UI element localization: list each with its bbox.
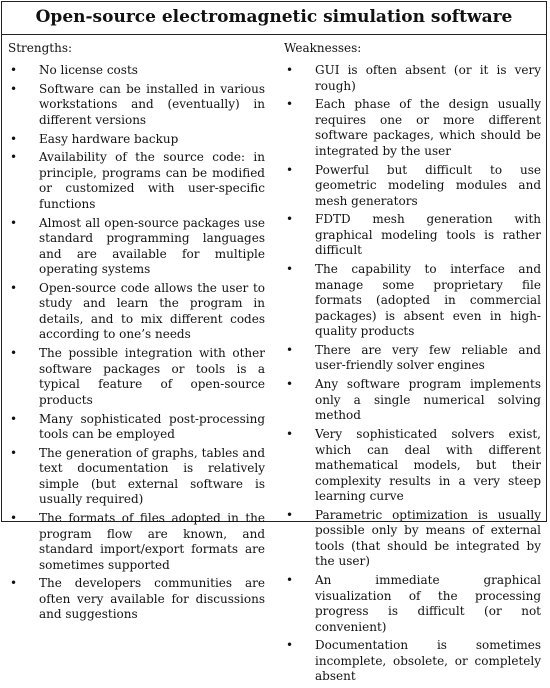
weaknesses-column	[284, 40, 541, 688]
strength-text: The generation of graphs, tables and text documentation is relatively simple (but external software is usually required)	[39, 445, 265, 507]
list-item	[284, 638, 541, 685]
list-item	[284, 427, 541, 505]
bullet-icon: •	[286, 342, 294, 357]
list-item	[284, 508, 541, 570]
strength-text: Almost all open-source packages use standard programming languages and are available for multiple operating systems	[39, 215, 265, 277]
bullet-icon: •	[286, 262, 294, 277]
weakness-text: There are very few reliable and user-friendly solver engines	[315, 342, 541, 373]
weakness-text: Parametric optimization is usually possible only by means of external tools (that should be integrated by the user)	[315, 507, 541, 569]
bullet-icon: •	[10, 511, 18, 526]
weakness-text: Each phase of the design usually requires one or more different software packages, which should be integrated by the user	[315, 97, 541, 158]
list-item	[8, 576, 265, 623]
bullet-icon: •	[10, 576, 18, 591]
weakness-text: Documentation is sometimes incomplete, obsolete, or completely absent	[315, 638, 541, 684]
list-item	[284, 212, 541, 259]
bullet-icon: •	[286, 427, 294, 442]
bullet-icon: •	[286, 97, 294, 112]
bullet-icon: •	[10, 131, 18, 146]
strengths-column	[8, 40, 265, 626]
weaknesses-list	[284, 63, 541, 685]
list-item	[284, 163, 541, 210]
bullet-icon: •	[286, 63, 294, 77]
weakness-text: Powerful but difficult to use geometric modeling modules and mesh generators	[315, 162, 541, 208]
list-item	[8, 281, 265, 343]
strength-text: Software can be installed in various workstations and (eventually) in different versions	[39, 81, 265, 127]
weakness-text: The capability to interface and manage some proprietary file formats (adopted in commercial packages) is absent even in high-quality products	[315, 262, 541, 339]
strengths-heading: Strengths:	[8, 41, 73, 55]
bullet-icon: •	[10, 280, 18, 295]
bullet-icon: •	[10, 411, 18, 426]
list-item	[284, 343, 541, 374]
strength-text: Easy hardware backup	[39, 131, 179, 146]
list-item	[8, 446, 265, 508]
comparison-table	[1, 1, 547, 684]
weaknesses-heading: Weaknesses:	[284, 41, 362, 55]
list-item	[8, 412, 265, 443]
list-item	[8, 346, 265, 408]
bullet-icon: •	[10, 445, 18, 460]
bullet-icon: •	[286, 638, 294, 653]
list-item	[8, 216, 265, 278]
weakness-text: Any software program implements only a single numerical solving method	[315, 377, 541, 423]
list-item	[8, 82, 265, 129]
weakness-text: An immediate graphical visualization of the processing progress is difficult (or not convenient)	[315, 573, 541, 634]
strength-text: The developers communities are often very available for discussions and suggestions	[39, 576, 265, 622]
weakness-text: GUI is often absent (or it is very rough)	[315, 63, 541, 93]
strength-text: Many sophisticated post-processing tools can be employed	[39, 411, 265, 442]
strength-text: No license costs	[39, 63, 138, 77]
list-item	[8, 63, 265, 79]
bullet-icon: •	[286, 507, 294, 522]
strength-text: The formats of files adopted in the program flow are known, and standard import/export formats are sometimes supported	[39, 511, 265, 572]
title-divider	[2, 34, 546, 35]
strengths-list	[8, 63, 265, 623]
weakness-text: Very sophisticated solvers exist, which can deal with different mathematical models, but their complexity results in a very steep learning curve	[315, 427, 541, 504]
bullet-icon: •	[10, 63, 18, 77]
bullet-icon: •	[10, 150, 18, 165]
list-item	[284, 573, 541, 635]
bullet-icon: •	[286, 377, 294, 392]
list-item	[284, 97, 541, 159]
strength-text: The possible integration with other software packages or tools is a typical feature of open-source products	[39, 346, 265, 407]
table-title: Open-source electromagnetic simulation software	[35, 7, 513, 27]
strength-text: Open-source code allows the user to study and learn the program in details, and to mix different codes according to one’s needs	[39, 280, 265, 342]
bullet-icon: •	[10, 81, 18, 96]
bullet-icon: •	[286, 162, 294, 177]
list-item	[8, 150, 265, 212]
list-item	[284, 377, 541, 424]
bullet-icon: •	[10, 215, 18, 230]
strength-text: Availability of the source code: in principle, programs can be modified or customized with user-specific functions	[39, 150, 265, 211]
list-item	[284, 262, 541, 340]
list-item	[8, 132, 265, 148]
bullet-icon: •	[286, 212, 294, 227]
list-item	[8, 511, 265, 573]
weakness-text: FDTD mesh generation with graphical modeling tools is rather difficult	[315, 212, 541, 258]
bullet-icon: •	[286, 573, 294, 588]
list-item	[284, 63, 541, 94]
bullet-icon: •	[10, 346, 18, 361]
